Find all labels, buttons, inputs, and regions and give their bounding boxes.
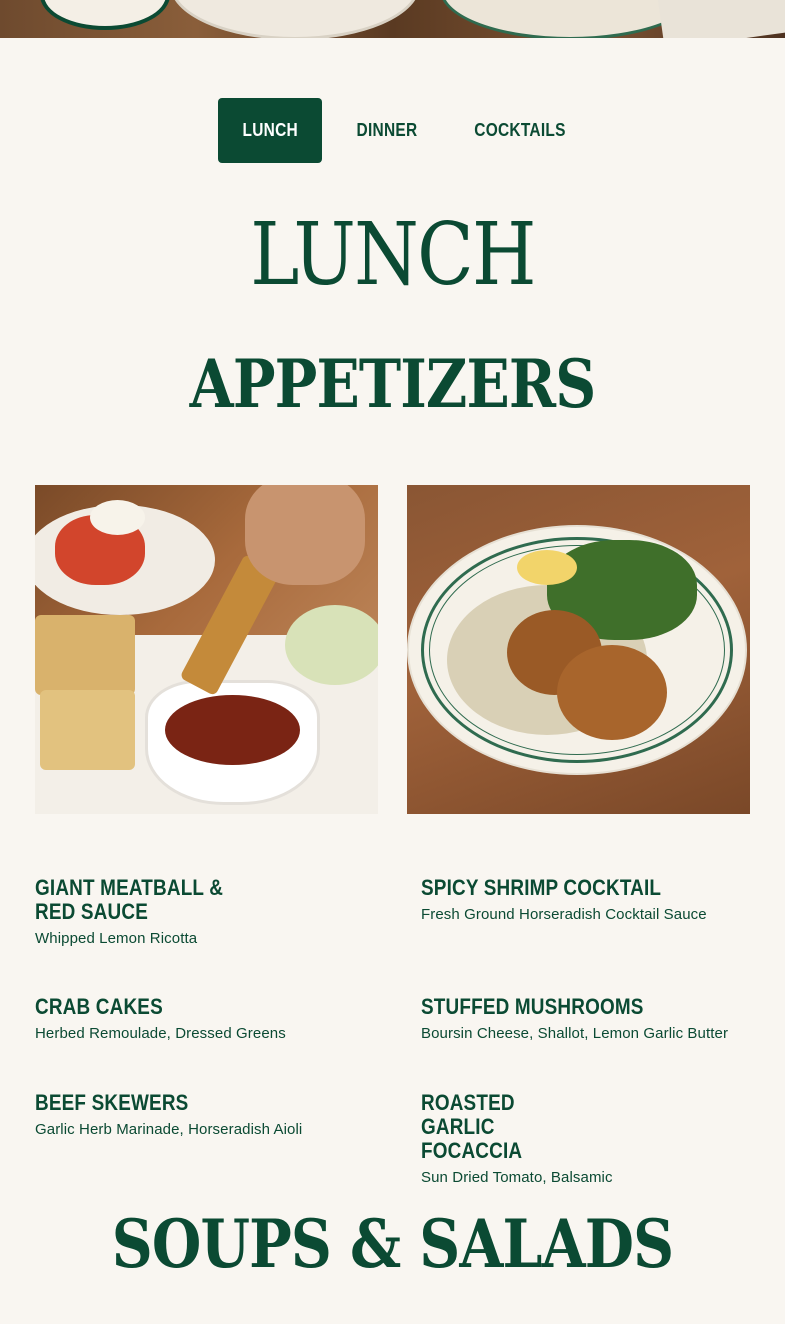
menu-item-description: Boursin Cheese, Shallot, Lemon Garlic Butter xyxy=(421,1025,729,1042)
menu-item-name: ROASTED GARLIC FOCACCIA xyxy=(421,1090,523,1163)
menu-item-description: Sun Dried Tomato, Balsamic xyxy=(421,1169,613,1186)
tab-cocktails[interactable]: COCKTAILS xyxy=(474,120,566,140)
menu-item-name: SPICY SHRIMP COCKTAIL xyxy=(421,875,662,900)
menu-item-name: CRAB CAKES xyxy=(35,994,163,1019)
menu-item xyxy=(35,876,365,947)
menu-tabs xyxy=(218,98,588,163)
menu-item xyxy=(35,1091,365,1138)
menu-item-name: STUFFED MUSHROOMS xyxy=(421,994,644,1019)
menu-item-description: Garlic Herb Marinade, Horseradish Aioli xyxy=(35,1121,303,1138)
hero-banner-image xyxy=(0,0,785,38)
focaccia-dip-photo xyxy=(35,485,378,814)
menu-item-name: GIANT MEATBALL & RED SAUCE xyxy=(35,875,224,924)
menu-item-name: BEEF SKEWERS xyxy=(35,1090,189,1115)
menu-card xyxy=(657,0,785,38)
tab-dinner[interactable]: DINNER xyxy=(356,120,418,140)
menu-item xyxy=(421,1091,751,1186)
crab-cakes-photo xyxy=(407,485,750,814)
menu-item-description: Fresh Ground Horseradish Cocktail Sauce xyxy=(421,906,707,923)
section-title-appetizers: APPETIZERS xyxy=(189,345,596,423)
menu-item-description: Whipped Lemon Ricotta xyxy=(35,930,198,947)
page-title: LUNCH xyxy=(250,205,535,305)
menu-item xyxy=(421,876,771,923)
menu-item-description: Herbed Remoulade, Dressed Greens xyxy=(35,1025,286,1042)
section-title-soups-salads: SOUPS & SALADS xyxy=(111,1205,674,1283)
menu-item xyxy=(35,995,365,1042)
logo-plate xyxy=(40,0,170,30)
food-plate xyxy=(170,0,420,38)
menu-item xyxy=(421,995,771,1042)
tab-lunch[interactable]: LUNCH xyxy=(218,98,322,163)
